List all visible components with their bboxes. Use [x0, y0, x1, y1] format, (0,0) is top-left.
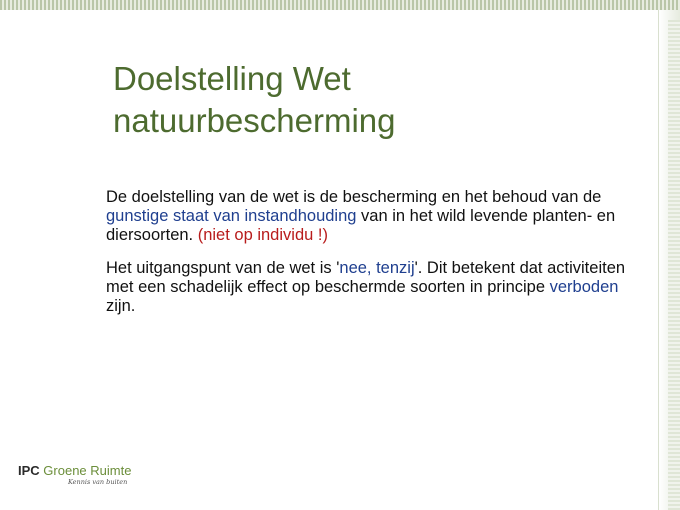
paragraph-goal-text-2: van in het wild levende planten- en diersoorten. [106, 207, 616, 244]
title-line-1: Doelstelling Wet [113, 60, 351, 97]
paragraph-goal-text-1: De doelstelling van de wet is de bescherming en het behoud van de [106, 188, 602, 206]
logo-name-text: Groene Ruimte [43, 463, 132, 478]
ipc-logo [18, 464, 158, 490]
paragraph-principle-highlight: nee, tenzij [339, 259, 415, 277]
paragraph-goal-highlight: gunstige staat van instandhouding [106, 207, 357, 225]
slide-title [113, 58, 633, 142]
paragraph-principle-highlight-2: verboden [549, 278, 619, 296]
paragraph-principle [106, 259, 626, 316]
paragraph-principle-text-3: zijn. [106, 297, 136, 315]
logo-ipc-text: IPC [18, 463, 40, 478]
right-decorative-bar [658, 10, 680, 510]
paragraph-goal-note: (niet op individu !) [197, 226, 328, 244]
paragraph-goal [106, 188, 626, 245]
title-line-2: natuurbescherming [113, 102, 396, 139]
paragraph-principle-text-2: '. Dit betekent dat activiteiten met een schadelijk effect op beschermde soorten in principe [106, 259, 626, 296]
logo-wordmark [18, 464, 158, 478]
slide-body [106, 188, 626, 330]
logo-tagline: Kennis van buiten [68, 478, 128, 486]
right-bar-texture [668, 20, 680, 510]
paragraph-principle-text-1: Het uitgangspunt van de wet is ' [106, 259, 340, 277]
top-decorative-bar [0, 0, 680, 10]
